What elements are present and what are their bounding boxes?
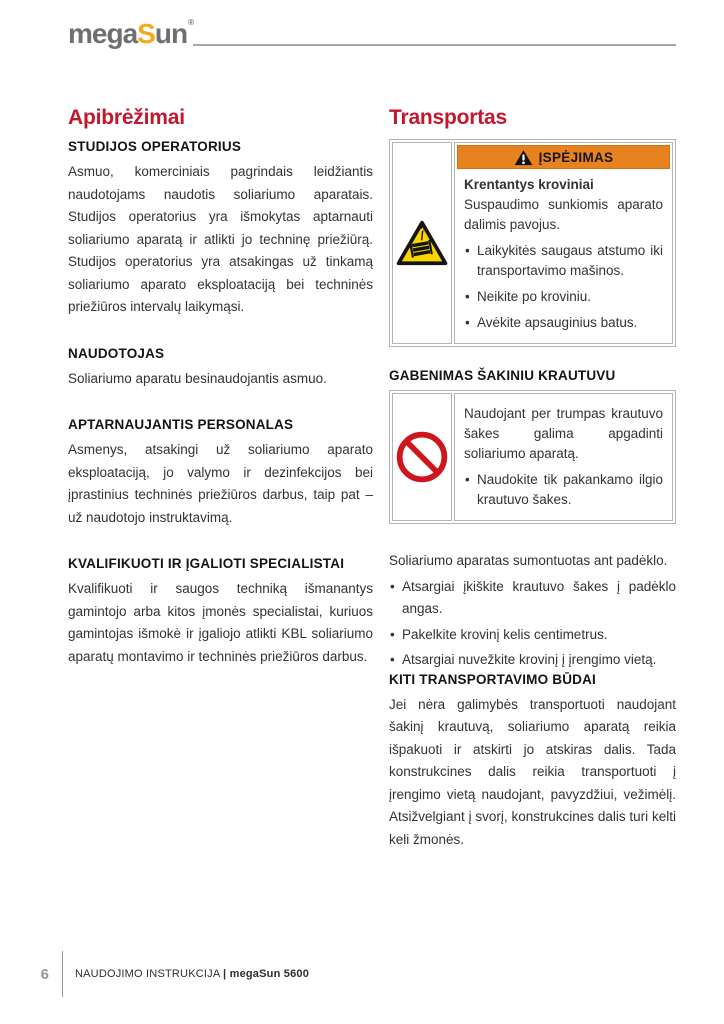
pallet-bullet: • Atsargiai nuvežkite krovinį į įrengimo vietą. — [389, 649, 676, 672]
definitions-section — [68, 106, 373, 851]
forklift-heading: GABENIMAS ŠAKINIU KRAUTUVU — [389, 368, 616, 383]
forklift-caution-box — [389, 390, 676, 524]
logo-text-mega: mega — [68, 18, 138, 49]
footer-separator: | — [223, 968, 227, 980]
warning-icon-cell — [392, 142, 452, 344]
page-columns — [0, 106, 724, 851]
forklift-bullet-list — [464, 470, 663, 510]
definition-qualified-specialists — [68, 556, 373, 668]
megasun-logo — [68, 17, 194, 49]
prohibition-icon-cell — [392, 393, 452, 521]
definition-heading: STUDIJOS OPERATORIUS — [68, 139, 242, 154]
hazard-text: Suspaudimo sunkiomis aparato dalimis pavojus. — [464, 197, 663, 232]
definition-studio-operator — [68, 139, 373, 319]
transport-title: Transportas — [389, 106, 508, 129]
warning-bullet: • Neikite po kroviniu. — [464, 287, 663, 307]
warning-triangle-icon — [514, 149, 533, 166]
definitions-title: Apibrėžimai — [68, 106, 185, 129]
definition-service-personnel — [68, 417, 373, 529]
page-footer — [0, 951, 309, 997]
page-header — [0, 0, 724, 48]
warning-signal-word: ĮSPĖJIMAS — [538, 149, 614, 165]
warning-box — [389, 139, 676, 347]
logo-text-un: un — [154, 18, 188, 49]
warning-content-cell — [454, 142, 673, 344]
forklift-bullet: • Naudokite tik pakankamo ilgio krautuvo šakes. — [464, 470, 663, 510]
header-rule — [193, 44, 676, 46]
other-transport-heading: KITI TRANSPORTAVIMO BŪDAI — [389, 671, 596, 687]
logo-text-s: S — [137, 18, 155, 49]
warning-body — [457, 171, 670, 341]
warning-signal-bar — [457, 145, 670, 169]
footer-doc-title: NAUDOJIMO INSTRUKCIJA — [75, 968, 220, 980]
pallet-bullet-list — [389, 576, 676, 672]
forklift-caution-text: Naudojant per trumpas krautuvo šakes galima apgadinti soliariumo aparatą. — [464, 406, 663, 461]
definition-body: Soliariumo aparatu besinaudojantis asmuo. — [68, 370, 327, 386]
definition-heading: KVALIFIKUOTI IR ĮGALIOTI SPECIALISTAI — [68, 556, 345, 571]
footer-product: megaSun 5600 — [229, 968, 310, 980]
definition-heading: NAUDOTOJAS — [68, 345, 165, 361]
definition-heading: APTARNAUJANTIS PERSONALAS — [68, 417, 294, 432]
pallet-bullet: • Pakelkite krovinį kelis centimetrus. — [389, 624, 676, 647]
warning-bullet-list — [464, 241, 663, 333]
prohibition-icon — [396, 431, 448, 483]
page-number: 6 — [40, 965, 49, 983]
warning-bullet: • Avėkite apsauginius batus. — [464, 313, 663, 333]
definition-body: Kvalifikuoti ir saugos techniką išmanantys gamintojo arba kitos įmonės specialistai, kuriuos gamintojas išmokė ir įgaliojo atlikti KBL soliariumo aparatų montavimo ir techninės priežiūros darbus. — [68, 581, 373, 664]
registered-mark: ® — [188, 17, 194, 27]
pallet-intro: Soliariumo aparatas sumontuotas ant padėklo. — [389, 553, 668, 568]
footer-text — [63, 968, 309, 980]
warning-bullet: • Laikykitės saugaus atstumo iki transportavimo mašinos. — [464, 241, 663, 281]
other-transport-body: Jei nėra galimybės transportuoti naudojant šakinį krautuvą, soliariumo aparatą reikia išpakuoti ir atskirti jo atskiras dalis. Tada konstrukcines dalis reikia transportuoti į įrengimo vietą naudojant, pavyzdžiui, vežimėlį. Atsižvelgiant į svorį, konstrukcines dalis turi kelti keli žmonės. — [389, 696, 676, 847]
forklift-content-cell — [454, 393, 673, 521]
hazard-title: Krentantys kroviniai — [464, 177, 594, 192]
pallet-bullet: • Atsargiai įkiškite krautuvo šakes į padėklo angas. — [389, 576, 676, 621]
transport-section — [389, 106, 676, 851]
definition-body: Asmuo, komerciniais pagrindais leidžiantis naudotojams naudotis soliariumo aparatais. Studijos operatorius yra išmokytas aptarnauti soliariumo aparatą ir atlikti jo techninę priežiūrą. Studijos operatorius yra atsakingas už tinkamą soliariumo aparato eksploataciją bei techninės priežiūros intervalų laikymąsi. — [68, 164, 373, 314]
forklift-body — [457, 396, 670, 518]
definition-body: Asmenys, atsakingi už soliariumo aparato eksploataciją, jo valymo ir dezinfekcijos bei įprastinius techninės priežiūros darbus, taip pat – už naudotojo instruktavimą. — [68, 442, 373, 525]
definition-user — [68, 346, 373, 391]
suspended-load-warning-icon — [395, 219, 449, 267]
